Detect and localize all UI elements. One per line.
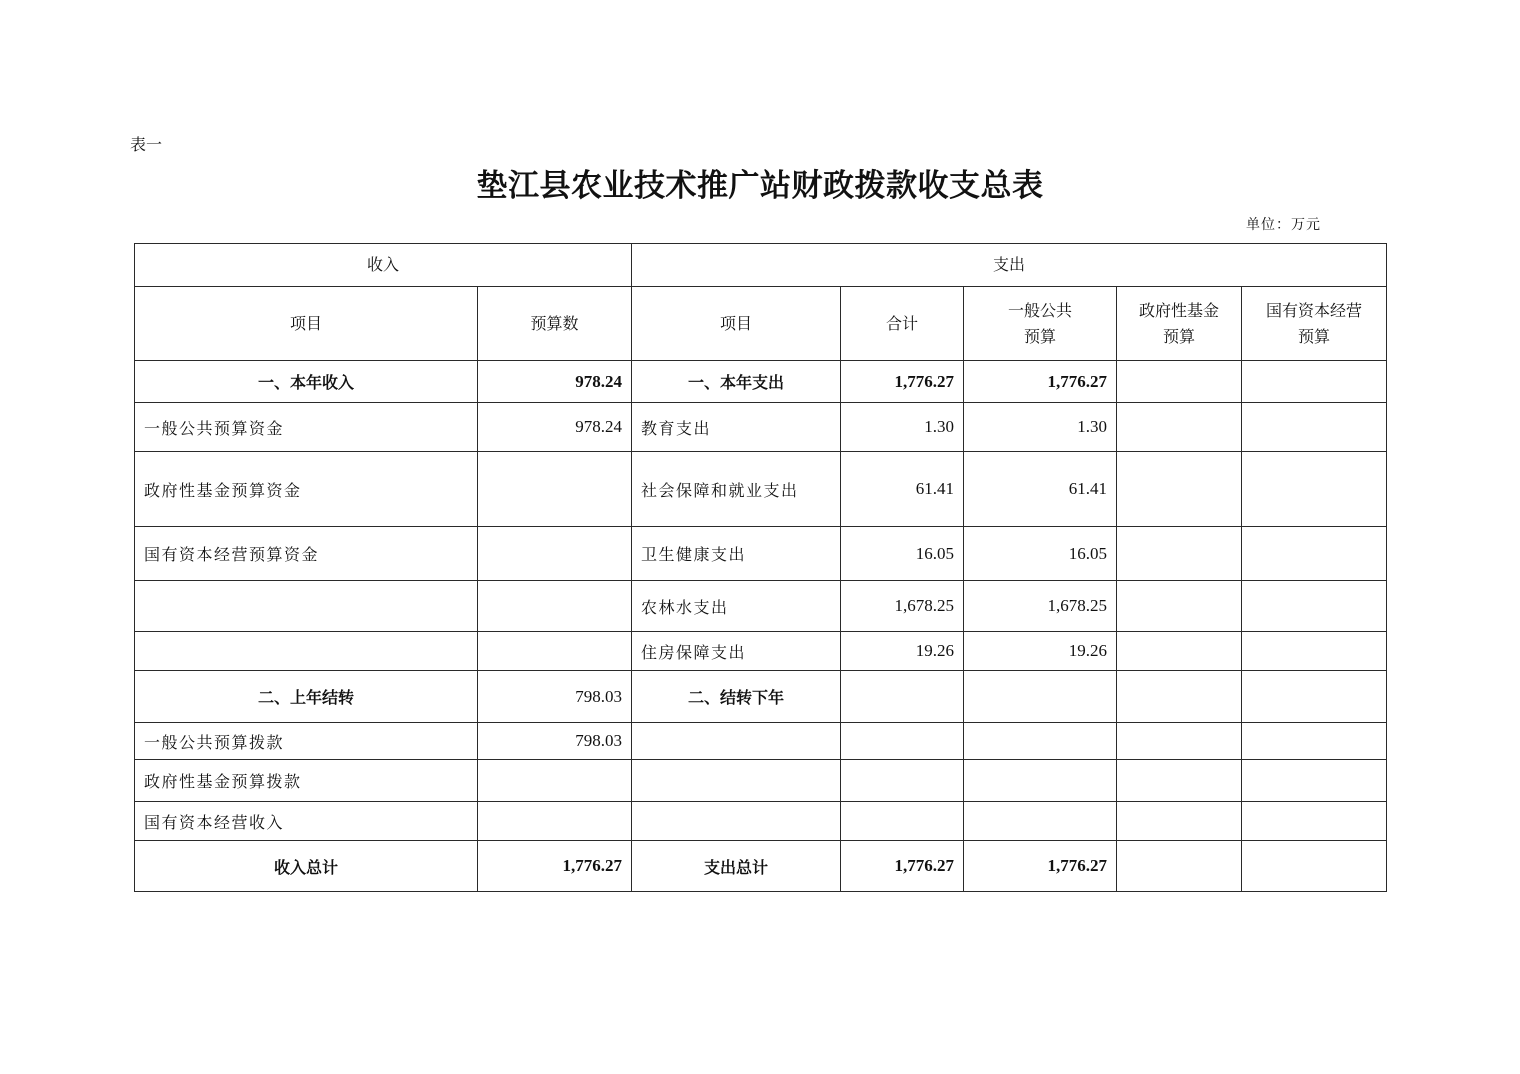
cell-state-capital xyxy=(1242,403,1387,452)
cell-expense-item xyxy=(632,723,841,760)
cell-income-item xyxy=(135,581,478,632)
cell-expense-item: 卫生健康支出 xyxy=(632,527,841,581)
cell-general-public xyxy=(964,671,1117,723)
page-title: 垫江县农业技术推广站财政拨款收支总表 xyxy=(476,168,1044,204)
cell-income-budget: 798.03 xyxy=(478,671,632,723)
table-row xyxy=(135,527,1387,581)
cell-income-item: 一般公共预算拨款 xyxy=(135,723,478,760)
cell-state-capital xyxy=(1242,802,1387,841)
income-group-header: 收入 xyxy=(135,244,632,287)
col-header-gov-fund: 政府性基金 预算 xyxy=(1117,287,1242,361)
cell-state-capital xyxy=(1242,760,1387,802)
cell-income-budget xyxy=(478,527,632,581)
cell-general-public: 1,678.25 xyxy=(964,581,1117,632)
table-row xyxy=(135,581,1387,632)
cell-gov-fund xyxy=(1117,527,1242,581)
cell-total: 1,678.25 xyxy=(841,581,964,632)
cell-expense-item: 社会保障和就业支出 xyxy=(632,452,841,527)
cell-income-item: 二、上年结转 xyxy=(135,671,478,723)
cell-total: 16.05 xyxy=(841,527,964,581)
cell-total xyxy=(841,802,964,841)
cell-general-public: 1,776.27 xyxy=(964,841,1117,892)
cell-general-public: 16.05 xyxy=(964,527,1117,581)
cell-gov-fund xyxy=(1117,403,1242,452)
cell-gov-fund xyxy=(1117,361,1242,403)
cell-total xyxy=(841,760,964,802)
cell-income-budget xyxy=(478,452,632,527)
cell-income-budget: 798.03 xyxy=(478,723,632,760)
cell-expense-item: 住房保障支出 xyxy=(632,632,841,671)
table-row xyxy=(135,361,1387,403)
cell-state-capital xyxy=(1242,452,1387,527)
cell-state-capital xyxy=(1242,841,1387,892)
cell-total: 19.26 xyxy=(841,632,964,671)
col-header-total: 合计 xyxy=(841,287,964,361)
cell-income-item: 国有资本经营收入 xyxy=(135,802,478,841)
cell-income-item: 一、本年收入 xyxy=(135,361,478,403)
cell-income-item: 一般公共预算资金 xyxy=(135,403,478,452)
table-row xyxy=(135,723,1387,760)
cell-gov-fund xyxy=(1117,632,1242,671)
column-header-row xyxy=(135,287,1387,361)
cell-general-public xyxy=(964,802,1117,841)
cell-income-budget xyxy=(478,760,632,802)
table-row xyxy=(135,802,1387,841)
cell-state-capital xyxy=(1242,723,1387,760)
cell-gov-fund xyxy=(1117,760,1242,802)
cell-state-capital xyxy=(1242,671,1387,723)
cell-general-public xyxy=(964,723,1117,760)
cell-gov-fund xyxy=(1117,723,1242,760)
cell-expense-item xyxy=(632,760,841,802)
cell-gov-fund xyxy=(1117,581,1242,632)
table-row xyxy=(135,841,1387,892)
cell-gov-fund xyxy=(1117,841,1242,892)
cell-gov-fund xyxy=(1117,452,1242,527)
col-header-income-item: 项目 xyxy=(135,287,478,361)
cell-total: 1,776.27 xyxy=(841,841,964,892)
cell-expense-item: 教育支出 xyxy=(632,403,841,452)
cell-income-item: 收入总计 xyxy=(135,841,478,892)
cell-income-budget xyxy=(478,581,632,632)
col-header-income-budget: 预算数 xyxy=(478,287,632,361)
table-row xyxy=(135,452,1387,527)
cell-income-item xyxy=(135,632,478,671)
cell-general-public: 19.26 xyxy=(964,632,1117,671)
unit-note: 单位：万元 xyxy=(1246,217,1321,233)
table-label: 表一 xyxy=(130,135,163,154)
cell-general-public xyxy=(964,760,1117,802)
cell-expense-item: 支出总计 xyxy=(632,841,841,892)
cell-general-public: 1.30 xyxy=(964,403,1117,452)
cell-expense-item xyxy=(632,802,841,841)
cell-total: 1.30 xyxy=(841,403,964,452)
group-header-row xyxy=(135,244,1387,287)
table-row xyxy=(135,760,1387,802)
cell-income-budget: 1,776.27 xyxy=(478,841,632,892)
cell-state-capital xyxy=(1242,361,1387,403)
col-header-state-capital: 国有资本经营 预算 xyxy=(1242,287,1387,361)
cell-income-budget xyxy=(478,632,632,671)
cell-general-public: 61.41 xyxy=(964,452,1117,527)
col-header-expense-item: 项目 xyxy=(632,287,841,361)
cell-income-item: 政府性基金预算拨款 xyxy=(135,760,478,802)
cell-income-item: 国有资本经营预算资金 xyxy=(135,527,478,581)
budget-summary-table xyxy=(134,243,1387,892)
table-row xyxy=(135,403,1387,452)
cell-state-capital xyxy=(1242,632,1387,671)
cell-total: 61.41 xyxy=(841,452,964,527)
cell-income-budget: 978.24 xyxy=(478,361,632,403)
col-header-general-public: 一般公共 预算 xyxy=(964,287,1117,361)
cell-state-capital xyxy=(1242,581,1387,632)
cell-total xyxy=(841,671,964,723)
cell-total: 1,776.27 xyxy=(841,361,964,403)
expense-group-header: 支出 xyxy=(632,244,1387,287)
cell-expense-item: 农林水支出 xyxy=(632,581,841,632)
cell-gov-fund xyxy=(1117,802,1242,841)
cell-expense-item: 一、本年支出 xyxy=(632,361,841,403)
table-row xyxy=(135,671,1387,723)
cell-total xyxy=(841,723,964,760)
cell-expense-item: 二、结转下年 xyxy=(632,671,841,723)
cell-income-budget: 978.24 xyxy=(478,403,632,452)
cell-gov-fund xyxy=(1117,671,1242,723)
cell-state-capital xyxy=(1242,527,1387,581)
cell-general-public: 1,776.27 xyxy=(964,361,1117,403)
cell-income-item: 政府性基金预算资金 xyxy=(135,452,478,527)
cell-income-budget xyxy=(478,802,632,841)
table-row xyxy=(135,632,1387,671)
